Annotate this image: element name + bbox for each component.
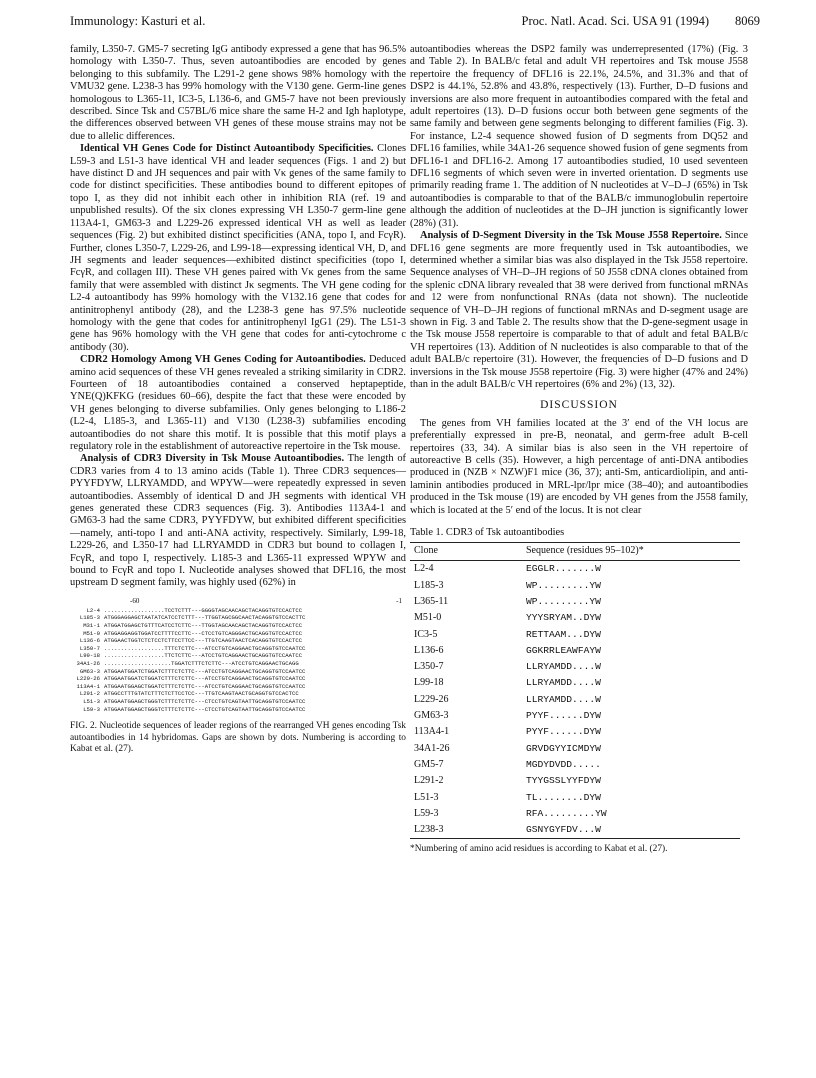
run-in-heading: Analysis of CDR3 Diversity in Tsk Mouse Autoantibodies.: [80, 453, 345, 465]
table-row: [410, 740, 740, 756]
clone-cell: IC3-5: [414, 628, 438, 640]
paragraph: family, L350-7. GM5-7 secreting IgG antibody expressed a gene that has 96.5% homology with L350-7. Thus, seven autoantibodies are encoded by genes belonging to this subfamily. The L291-2 gene shows 98% homology with the VMU32 gene. L238-3 has 99% homology with the V130 gene. Germ-line genes homologous to L365-11, IC3-5, L136-6, and GM5-7 have not been previously described. Since Tsk and C57BL/6 mice share the same H-2 and Igh haplotype, the differences observed between VH genes of these mouse strains may not be due to allelic differences.: [70, 44, 406, 142]
alignment-sequence: ..................TCCTCTTT---GGGGTAGCAACAGCTACAGGTGTCCACTCC: [104, 606, 303, 614]
alignment-row: [70, 614, 406, 622]
table-row: [410, 724, 740, 740]
alignment-row: [70, 698, 406, 706]
clone-cell: GM63-3: [414, 710, 449, 722]
alignment-clone-label: L350-7: [79, 644, 100, 652]
table-row: [410, 642, 740, 658]
alignment-sequence: ATGGCCTTTGTATCTTTCTCTTCCTCC---TTGTCAAGTAACTGCAGGTGTCCACTCC: [104, 690, 299, 698]
clone-cell: L238-3: [410, 822, 526, 839]
sequence-cell: GSNYGYFDV...W: [526, 822, 740, 839]
paragraph-text: Clones L59-3 and L51-3 have identical VH and leader sequences (Figs. 1 and 2) but have distinct D and JH sequences and pair with Vκ genes of the same family to code for distinct specificities. These antibodies bound to different epitopes of topo I, as they did not inhibit each other in inhibition RIA (ref. 19 and unpublished results). Of the six clones expressing VH L350-7 germ-line gene 113A4-1, GM63-3 and L229-26 expressed identical VH as well as leader sequences (Fig. 2) but exhibited distinct specificities (ANA, topo I, and FcγR). Further, clones L350-7, L229-26, and L99-18—expressing identical VH, D, and JH segments and leader sequences—exhibited distinct specificities (topo I, FcγR, and collagen III). These VH genes paired with Vκ genes from the same family that were assembled with distinct Jκ segments. The VH gene coding for L2-4 autoantibody has 99% homology with the V132.16 gene that codes for antinitrophenyl antibody (28), and the L238-3 gene has 97.5% nucleotide homology with the gene that codes for antinitrophenyl IgG1 (29). The L51-3 gene has 96% homology with the VH gene that codes for anti-cytochrome c antibody (30).: [70, 143, 406, 353]
sequence-cell: RETTAAM...DYW: [526, 628, 601, 640]
clone-cell: L99-18: [414, 677, 444, 689]
clone-cell: GM5-7: [414, 758, 444, 770]
sequence-cell: RFA.........YW: [526, 807, 607, 819]
alignment-clone-label: 113A4-1: [76, 682, 100, 690]
alignment-row: [70, 637, 406, 645]
table-row: [410, 773, 740, 789]
paragraph-text: The length of CDR3 varies from 4 to 13 amino acids (Table 1). Three CDR3 sequences—PYYFDYW, LLRYAMDD, and WPYW—were repeatedly expressed in seven autoantibodies. Assembly of identical D and JH segments with identical VH genes generated these CDR3 sequences (Fig. 3). Antibodies 113A4-1 and GM63-3 had the same CDR3, PYYFDYW, but exhibited different specificities—namely, anti-topo I and anti-ANA activity, respectively. Similarly, L99-18, L229-26, and L350-17 had LLRYAMDD in CDR3 but bound to collagen I, FcγR, and topo I, respectively. L185-3 and L365-11 expressed WPYW and bound to FcγR and topo I. Nucleotide analyses showed that DFL16, the most upstream D segment family, was highly used (62%) in: [70, 453, 406, 589]
page-number: 8069: [735, 14, 760, 28]
alignment-sequence: ATGGAATGGAGCTGGATCTTTCTCTTC---ATCCTGTCAGGAACTGCAGGTGTCCAATCC: [104, 682, 306, 690]
alignment-sequence: ....................TGGATCTTTCTCTTC---ATCCTGTCAGGAACTGCAGG: [104, 660, 299, 668]
cdr3-table: [410, 542, 740, 838]
alignment-clone-label: L2-4: [86, 606, 100, 614]
table-row: [410, 577, 740, 593]
sequence-cell: LLRYAMDD....W: [526, 677, 601, 689]
clone-cell: L59-3: [414, 807, 439, 819]
axis-start-label: -60: [130, 596, 140, 605]
figure-caption: FIG. 2. Nucleotide sequences of leader regions of the rearranged VH genes encoding Tsk autoantibodies in 14 hybridomas. Gaps are shown by dots. Numbering is according to Kabat et al. (27).: [70, 721, 406, 755]
axis-end-label: -1: [396, 596, 402, 605]
alignment-row: [70, 645, 406, 653]
clone-cell: L185-3: [414, 579, 444, 591]
alignment-row: [70, 622, 406, 630]
clone-cell: L229-26: [414, 693, 449, 705]
sequence-cell: LLRYAMDD....W: [526, 661, 601, 673]
left-column: [70, 44, 406, 756]
sequence-cell: PYYF......DYW: [526, 726, 601, 738]
run-in-heading: Identical VH Genes Code for Distinct Autoantibody Specificities.: [80, 143, 374, 155]
column-header-clone: Clone: [410, 543, 526, 560]
alignment-rows: [70, 607, 406, 713]
alignment-clone-label: L185-3: [79, 614, 100, 622]
paragraph: [70, 143, 406, 354]
header-journal: Proc. Natl. Acad. Sci. USA 91 (1994): [521, 14, 709, 28]
paragraph-text: Since DFL16 gene segments are more frequently used in Tsk autoantibodies, we determined whether a similar bias was also displayed in the Tsk J558 repertoire. Sequence analyses of VH–D–JH regions of 50 J558 cDNA clones obtained from the splenic cDNA library revealed that 38 were derived from functional mRNAs and 12 were from nonfunctional RNAs (data not shown). The nucleotide sequence of VH–D–JH regions of functional mRNAs and D-segment usage are shown in Fig. 3 and Table 2. The results show that the D-gene-segment usage in the Tsk mouse J558 repertoire is comparable to that of adult and fetal BALB/c VH repertoires (13). Addition of N nucleotides is also comparable to that of the adult BALB/c repertoire (31). However, the frequencies of D–D fusions and D inversions in the Tsk mouse J558 repertoire (Fig. 3) were higher (47% and 24%) than in the adult BALB/c VH repertoires (6% and 2%) (13, 32).: [410, 230, 748, 390]
table-row: [410, 822, 740, 839]
alignment-clone-label: M51-0: [83, 629, 100, 637]
paragraph: [70, 453, 406, 589]
sequence-cell: EGGLR.......W: [526, 563, 601, 575]
alignment-sequence: ATGGAATGGAGCTGGGTCTTTCTCTTC---CTCCTGTCAGTAATTGCAGGTGTCCAATCC: [104, 705, 306, 713]
clone-cell: L51-3: [414, 791, 439, 803]
clone-cell: 113A4-1: [414, 726, 450, 738]
sequence-cell: WP.........YW: [526, 595, 601, 607]
paragraph: [70, 354, 406, 453]
sequence-cell: PYYF......DYW: [526, 710, 601, 722]
clone-cell: L365-11: [414, 595, 449, 607]
alignment-clone-label: L99-18: [79, 652, 100, 660]
table-row: [410, 691, 740, 707]
table-row: [410, 756, 740, 772]
alignment-row: [70, 690, 406, 698]
alignment-clone-label: M31-1: [83, 622, 100, 630]
alignment-row: [70, 706, 406, 714]
paragraph: The genes from VH families located at the 3′ end of the VH locus are preferentially expressed in pre-B, neonatal, and germ-free adult B-cell repertoires (33, 34). A similar bias is also seen in the VH repertoire of autoreactive B cells (35). However, a high percentage of anti-DNA antibodies produced in (NZB × NZW)F1 mice (36, 37); anti-Sm, anticardiolipin, and anti-laminin antibodies produced in MRL-lpr/lpr mice (38–40); and autoantibodies produced in the Tsk mouse (19) are encoded by VH genes from the J558 family, which is located at the 5′ end of the locus. It is not clear: [410, 417, 748, 516]
run-in-heading: CDR2 Homology Among VH Genes Coding for Autoantibodies.: [80, 354, 366, 366]
header-section: Immunology: Kasturi et al.: [70, 14, 206, 28]
sequence-cell: LLRYAMDD....W: [526, 693, 601, 705]
sequence-cell: GRVDGYYICMDYW: [526, 742, 601, 754]
alignment-clone-label: L59-3: [83, 705, 100, 713]
alignment-row: [70, 683, 406, 691]
alignment-sequence: ATGGATGGAGCTGTTTCATCCTCTTC---TTGGTAGCAACAGCTACAGGTGTCCACTCC: [104, 622, 303, 630]
alignment-clone-label: L51-3: [83, 698, 100, 705]
paragraph: [410, 230, 748, 391]
alignment-clone-label: L291-2: [79, 690, 100, 698]
run-in-heading: Analysis of D-Segment Diversity in the Tsk Mouse J558 Repertoire.: [420, 230, 722, 242]
paragraph: autoantibodies whereas the DSP2 family was underrepresented (17%) (Fig. 3 and Table 2). In BALB/c fetal and adult VH repertoires and Tsk mouse J558 repertoire the frequency of DFL16 is 22.1%, 24.5%, and 31.3% and that of DSP2 is 44.1%, 52.8% and 43.8%, respectively (13). Further, D–D fusions and inversions are also more frequent in autoantibodies compared with the fetal and adult repertoires (13). D–D fusions occur both between gene segments of the same family and between gene segments belonging to different families (Fig. 3). For instance, L2-4 sequence showed fusion of D segments from DQ52 and DFL16 families, while 34A1-26 sequence showed fusion of gene segments from DFL16-1 and DFL16-2. Among 17 autoantibodies studied, 10 used seventeen DFL16 segments of which seven were in inverted orientation. D segments use primarily reading frame 1. The addition of N nucleotides at V–D–J (65%) in Tsk autoantibodies is comparable to that of the BALB/c immunoglobulin repertoire although the addition of nucleotides at the D–JH junction is significantly lower (28%) (31).: [410, 44, 748, 229]
alignment-sequence: ..................TTCTCTTC---ATCCTGTCAGGAACTGCAGGTGTCCAATCC: [104, 652, 303, 660]
sequence-cell: GGKRRLEAWFAYW: [526, 644, 601, 656]
figure-2-sequence-alignment: [70, 598, 406, 713]
alignment-clone-label: GM63-3: [79, 667, 100, 675]
table-row: [410, 610, 740, 626]
alignment-clone-label: L136-6: [79, 637, 100, 645]
table-title: Table 1. CDR3 of Tsk autoantibodies: [410, 527, 565, 539]
table-row: [410, 593, 740, 609]
sequence-cell: MGDYDVDD.....: [526, 758, 601, 770]
alignment-sequence: ATGGAACTGGTCTCTCCTCTTCCTTCC---TTGTCAAGTAACTCACAGGTGTCCACTCC: [104, 637, 303, 645]
clone-cell: M51-0: [414, 612, 442, 624]
alignment-sequence: ATGGAATGGATCTGGATCTTTCTCTTC---ATCCTGTCAGGAACTGCAGGTGTCCAATCC: [104, 675, 306, 683]
clone-cell: L2-4: [414, 563, 434, 575]
table-row: [410, 560, 740, 577]
alignment-sequence: ATGGGAGGAGCTAATATCATCCTCTTT---TTGGTAGCGGCAACTACAGGTGTCCACTTC: [104, 614, 306, 622]
clone-cell: L136-6: [414, 644, 444, 656]
alignment-row: [70, 660, 406, 668]
table-row: [410, 805, 740, 821]
alignment-row: [70, 630, 406, 638]
paragraph-text: Deduced amino acid sequences of these VH genes revealed a striking similarity in CDR2. Fourteen of 18 autoantibodies contained a conserved heptapeptide, YNE(Q)KFKG (residues 60–66), despite the fact that these were encoded by VH genes belonging to diverse subfamilies. Only genes belonging to L186-2 (L2-4, L185-3, and L365-11) and V130 (L238-3) subfamilies encoding autoantibodies do not share this motif. It is possible that this motif plays a regulatory role in the establishment of autoreactive repertoire in the Tsk mouse.: [70, 354, 406, 452]
figure-axis: [70, 598, 406, 607]
alignment-row: [70, 652, 406, 660]
right-column: [410, 44, 748, 855]
clone-cell: 34A1-26: [414, 742, 450, 754]
sequence-cell: YYYSRYAM..DYW: [526, 612, 601, 624]
running-header: [70, 14, 760, 36]
table-body: [410, 560, 740, 838]
table-footnote: *Numbering of amino acid residues is according to Kabat et al. (27).: [410, 843, 668, 854]
column-header-sequence: Sequence (residues 95–102)*: [526, 543, 740, 560]
header-journal-page: [522, 14, 760, 29]
table-row: [410, 789, 740, 805]
sequence-cell: TL........DYW: [526, 791, 601, 803]
table-header-row: [410, 543, 740, 560]
clone-cell: L350-7: [414, 661, 444, 673]
alignment-sequence: ..................TTTCTCTTC---ATCCTGTCAGGAACTGCAGGTGTCCAATCC: [104, 644, 306, 652]
alignment-sequence: ATGGAATGGATCTGGATCTTTCTCTTC---ATCCTGTCAGGAACTGCAGGTGTCCAATCC: [104, 667, 306, 675]
alignment-row: [70, 668, 406, 676]
alignment-clone-label: L229-26: [76, 675, 100, 683]
alignment-sequence: ATGGAGGAGGTGGATCCTTTTCCTTC---CTCCTGTCAGGGACTGCAGGTGTCCACTCC: [104, 629, 303, 637]
sequence-cell: WP.........YW: [526, 579, 601, 591]
alignment-row: [70, 675, 406, 683]
alignment-row: [70, 607, 406, 615]
table-row: [410, 626, 740, 642]
table-row: [410, 659, 740, 675]
table-row: [410, 675, 740, 691]
alignment-sequence: ATGGAATGGAGCTGGGTCTTTCTCTTC---CTCCTGTCAGTAATTGCAGGTGTCCAATCC: [104, 698, 306, 705]
table-row: [410, 708, 740, 724]
clone-cell: L291-2: [414, 775, 444, 787]
alignment-clone-label: 34A1-26: [76, 660, 100, 668]
section-heading: DISCUSSION: [540, 399, 618, 412]
sequence-cell: TYYGSSLYYFDYW: [526, 775, 601, 787]
